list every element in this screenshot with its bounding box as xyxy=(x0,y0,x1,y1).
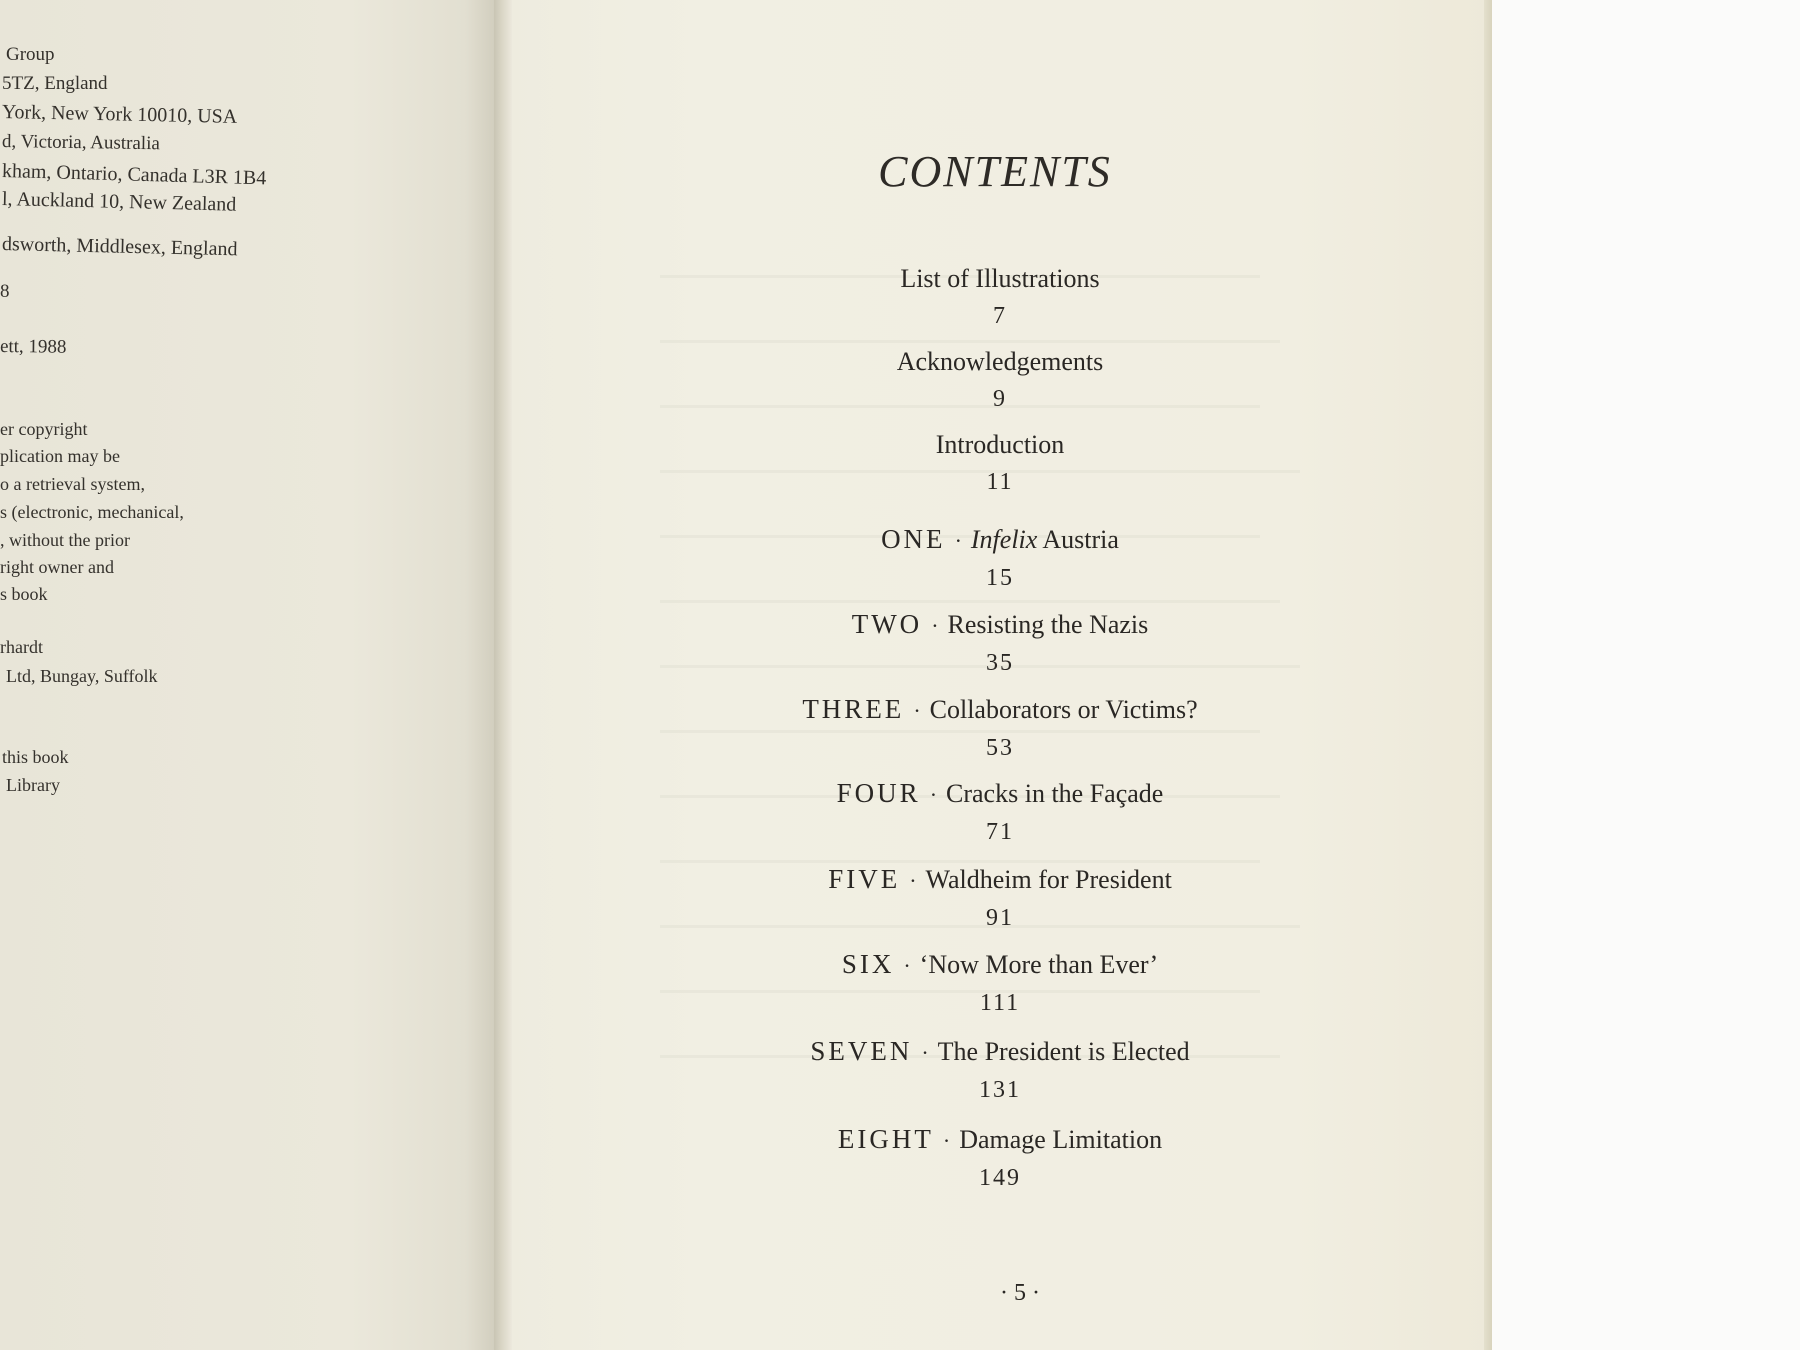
copyright-line: York, New York 10010, USA xyxy=(1,101,238,128)
chapter-number: FOUR xyxy=(836,778,921,808)
chapter-number: EIGHT xyxy=(837,1124,934,1154)
separator-dot: · xyxy=(954,528,962,553)
toc-chapter xyxy=(700,947,1300,1017)
chapter-title: ‘Now More than Ever’ xyxy=(919,950,1159,979)
copyright-line: kham, Ontario, Canada L3R 1B4 xyxy=(1,160,267,190)
copyright-line: d, Victoria, Australia xyxy=(1,131,161,155)
toc-chapter-title xyxy=(700,862,1300,898)
toc-entry-page: 35 xyxy=(986,650,1014,676)
chapter-title-italic: Infelix xyxy=(970,525,1038,554)
toc-entry-page: 149 xyxy=(979,1165,1021,1191)
toc-entry-page: 53 xyxy=(986,735,1014,761)
toc-chapter xyxy=(700,522,1300,592)
toc-entry-page: 7 xyxy=(993,303,1007,329)
chapter-title: The President is Elected xyxy=(937,1037,1190,1066)
separator-dot: · xyxy=(921,1040,929,1065)
copyright-line: plication may be xyxy=(0,446,120,466)
copyright-line: l, Auckland 10, New Zealand xyxy=(1,188,237,216)
chapter-title: Cracks in the Façade xyxy=(946,779,1164,808)
toc-entry-page: 91 xyxy=(986,905,1014,931)
separator-dot: · xyxy=(909,868,917,893)
chapter-title: Waldheim for President xyxy=(925,865,1172,894)
copyright-line: o a retrieval system, xyxy=(0,474,145,494)
chapter-title: Damage Limitation xyxy=(959,1125,1163,1154)
copyright-line: Group xyxy=(6,44,55,65)
chapter-title: Austria xyxy=(1042,525,1119,554)
page-edge xyxy=(1484,0,1492,1350)
toc-chapter xyxy=(700,607,1300,677)
copyright-line: , without the prior xyxy=(0,530,130,550)
toc-entry xyxy=(700,262,1300,330)
chapter-number: SIX xyxy=(841,949,895,979)
chapter-number: THREE xyxy=(802,694,905,724)
toc-entry xyxy=(700,345,1300,413)
copyright-line: Library xyxy=(6,775,60,795)
toc-chapter-title xyxy=(700,522,1300,558)
separator-dot: · xyxy=(942,1128,951,1153)
copyright-line: Ltd, Bungay, Suffolk xyxy=(6,666,158,686)
toc-entry-title: Introduction xyxy=(935,430,1065,459)
chapter-number: TWO xyxy=(851,609,923,639)
toc-entry-title: Acknowledgements xyxy=(896,347,1104,376)
toc-chapter xyxy=(700,1122,1300,1192)
toc-entry-page: 9 xyxy=(993,386,1007,412)
copyright-text xyxy=(0,0,500,1350)
toc-chapter xyxy=(700,1034,1300,1104)
contents-heading: CONTENTS xyxy=(878,147,1112,196)
page-number: · 5 · xyxy=(1000,1280,1040,1306)
toc-chapter xyxy=(700,862,1300,932)
toc-chapter-title xyxy=(700,776,1300,812)
chapter-number: FIVE xyxy=(828,864,901,894)
toc-entry xyxy=(700,428,1300,496)
toc-chapter-title xyxy=(700,607,1300,643)
background-surface xyxy=(1492,0,1800,1350)
toc-entry-page: 131 xyxy=(979,1077,1021,1103)
copyright-line: s (electronic, mechanical, xyxy=(0,502,184,522)
separator-dot: · xyxy=(931,613,939,638)
copyright-line: ett, 1988 xyxy=(0,336,67,358)
copyright-line: dsworth, Middlesex, England xyxy=(1,233,238,261)
copyright-line: 5TZ, England xyxy=(2,73,108,94)
separator-dot: · xyxy=(913,698,921,723)
chapter-number: ONE xyxy=(881,524,946,554)
toc-chapter-title xyxy=(700,1122,1300,1158)
copyright-line: this book xyxy=(2,747,69,767)
chapter-title: Resisting the Nazis xyxy=(947,610,1149,639)
separator-dot: · xyxy=(903,953,911,978)
copyright-line: rhardt xyxy=(0,637,43,657)
toc-entry-page: 111 xyxy=(979,990,1021,1016)
copyright-line: er copyright xyxy=(0,419,88,439)
copyright-line: 8 xyxy=(0,281,10,302)
separator-dot: · xyxy=(929,782,938,807)
toc-chapter xyxy=(700,776,1300,846)
toc-entry-title: List of Illustrations xyxy=(900,264,1100,293)
toc-chapter xyxy=(700,692,1300,762)
chapter-number: SEVEN xyxy=(810,1036,913,1066)
toc-entry-page: 15 xyxy=(986,565,1014,591)
chapter-title: Collaborators or Victims? xyxy=(929,695,1198,724)
toc-entry-page: 71 xyxy=(986,819,1014,845)
toc-chapter-title xyxy=(700,1034,1300,1070)
toc-chapter-title xyxy=(700,947,1300,983)
copyright-line: right owner and xyxy=(0,557,114,577)
toc-chapter-title xyxy=(700,692,1300,728)
copyright-line: s book xyxy=(0,584,48,604)
toc-entry-page: 11 xyxy=(986,469,1014,495)
